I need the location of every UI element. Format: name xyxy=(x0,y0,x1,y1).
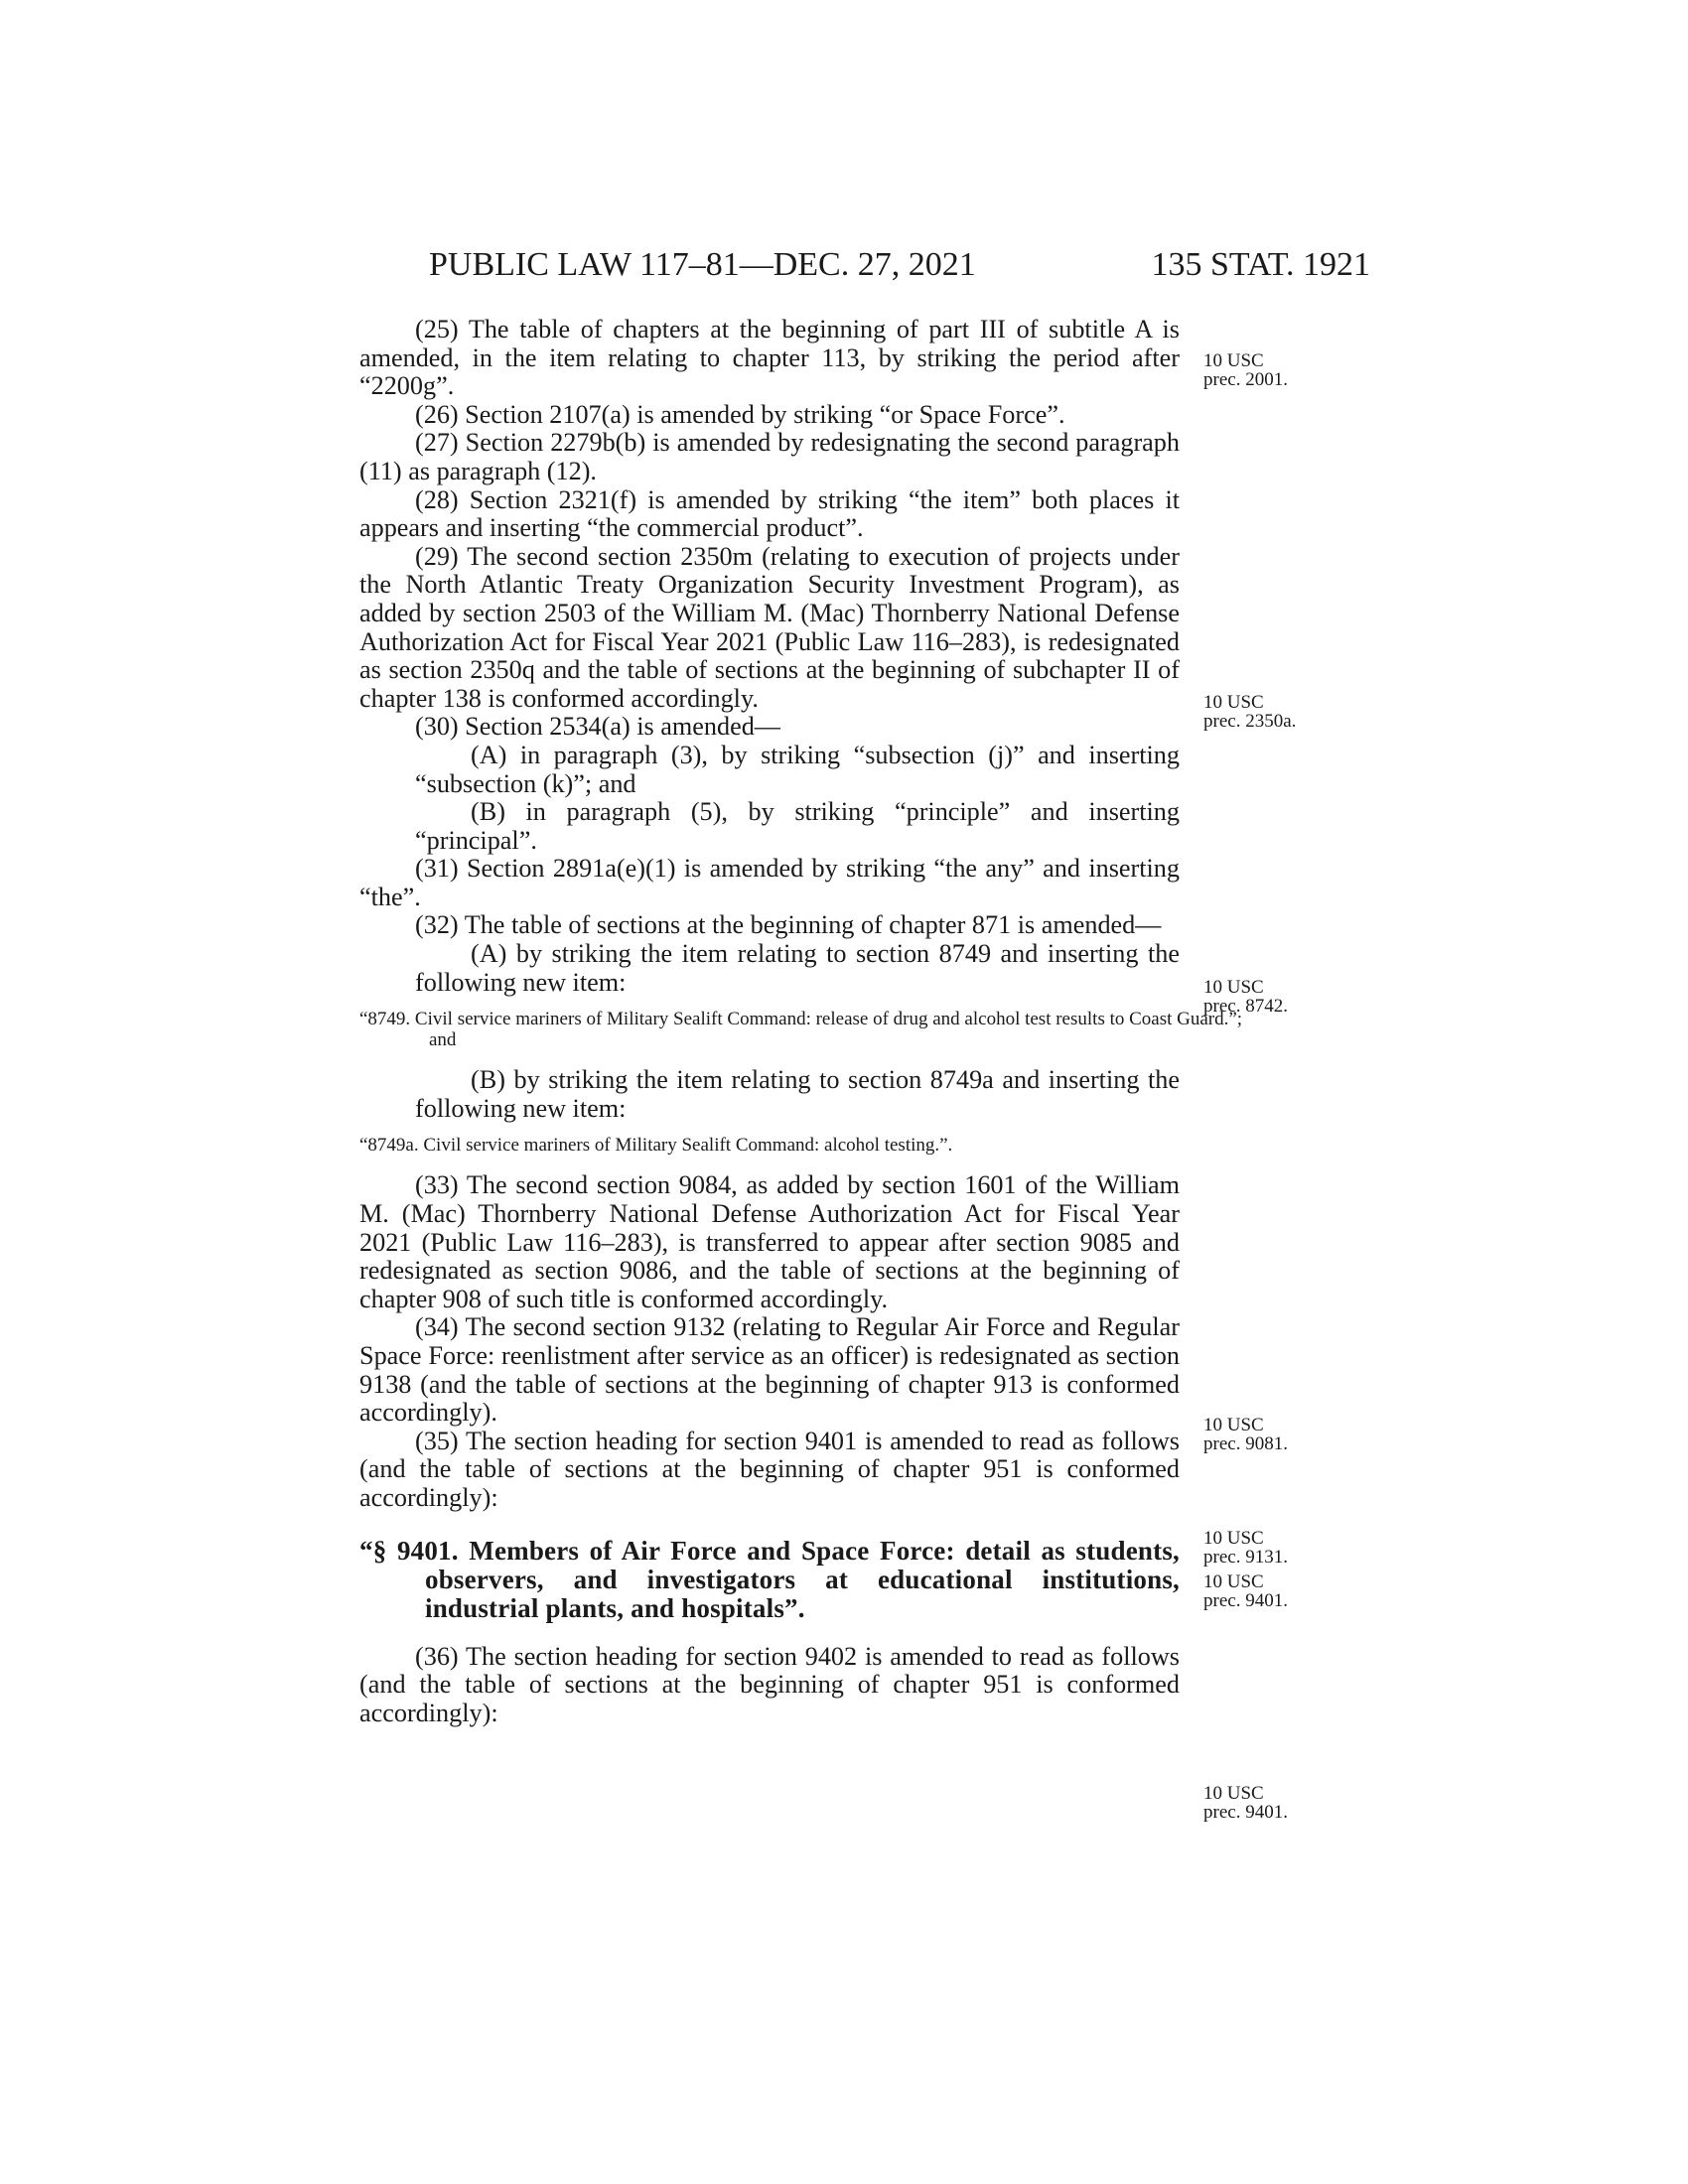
paragraph-33: (33) The second section 9084, as added by section 1601 of the William M. (Mac) Thornberry National Defense Authorization Act for Fiscal Year 2021 (Public Law 116–283), is transferred to appear after section 9085 and redesignated as section 9086, and the table of sections at the beginning of chapter 908 of such title is conformed accordingly. xyxy=(359,1170,1180,1313)
paragraph-30: (30) Section 2534(a) is amended— xyxy=(415,712,780,742)
section-heading-9401: “§ 9401. Members of Air Force and Space Force: detail as students, observers, and investigators at educational institutions, industrial plants, and hospitals”. xyxy=(359,1535,1180,1623)
paragraph-31: (31) Section 2891a(e)(1) is amended by striking “the any” and inserting “the”. xyxy=(359,854,1180,911)
paragraph-27: (27) Section 2279b(b) is amended by redesignating the second paragraph (11) as paragraph (12). xyxy=(359,428,1180,485)
margin-note-5: 10 USC prec. 9131. xyxy=(1203,1528,1288,1568)
paragraph-25: (25) The table of chapters at the beginning of part III of subtitle A is amended, in the item relating to chapter 113, by striking the period after “2200g”. xyxy=(359,315,1180,401)
paragraph-28: (28) Section 2321(f) is amended by striking “the item” both places it appears and inserting “the commercial product”. xyxy=(359,484,1180,543)
subparagraph-30b: (B) in paragraph (5), by striking “principle” and inserting “principal”. xyxy=(415,797,1180,855)
paragraph-32: (32) The table of sections at the beginning of chapter 871 is amended— xyxy=(415,910,1162,940)
subparagraph-32a: (A) by striking the item relating to section 8749 and inserting the following new item: xyxy=(415,939,1180,997)
statute-body xyxy=(359,315,1243,1727)
paragraph-35: (35) The section heading for section 9401 is amended to read as follows (and the table of sections at the beginning of chapter 951 is conformed accordingly): xyxy=(359,1426,1180,1512)
paragraph-34: (34) The second section 9132 (relating to Regular Air Force and Regular Space Force: reenlistment after service as an officer) is redesignated as section 9138 (and the table of sections at the beginning of chapter 913 is conformed accordingly). xyxy=(359,1312,1180,1428)
paragraph-26: (26) Section 2107(a) is amended by striking “or Space Force”. xyxy=(415,399,1065,429)
paragraph-36: (36) The section heading for section 9402 is amended to read as follows (and the table of sections at the beginning of chapter 951 is conformed accordingly): xyxy=(359,1641,1180,1727)
subparagraph-30a: (A) in paragraph (3), by striking “subsection (j)” and inserting “subsection (k)”; and xyxy=(415,740,1180,798)
margin-note-3: 10 USC prec. 8742. xyxy=(1203,977,1288,1017)
margin-note-1: 10 USC prec. 2001. xyxy=(1203,350,1288,390)
table-item-8749: “8749. Civil service mariners of Military Sealift Command: release of drug and alcohol test results to Coast Guard.”; and xyxy=(359,1009,1243,1051)
table-item-8749a: “8749a. Civil service mariners of Military Sealift Command: alcohol testing.”. xyxy=(359,1135,953,1157)
margin-note-7: 10 USC prec. 9401. xyxy=(1203,1783,1288,1823)
margin-note-2: 10 USC prec. 2350a. xyxy=(1203,692,1297,732)
subparagraph-32b: (B) by striking the item relating to section 8749a and inserting the following new item: xyxy=(415,1065,1180,1123)
running-header-title: PUBLIC LAW 117–81—DEC. 27, 2021 xyxy=(429,246,976,283)
paragraph-29: (29) The second section 2350m (relating to execution of projects under the North Atlantic Treaty Organization Security Investment Program), as added by section 2503 of the William M. (Mac) Thornberry National Defense Authorization Act for Fiscal Year 2021 (Public Law 116–283), is redesignated as section 2350q and the table of sections at the beginning of subchapter II of chapter 138 is conformed accordingly. xyxy=(359,541,1180,713)
margin-note-6: 10 USC prec. 9401. xyxy=(1203,1571,1288,1611)
margin-note-4: 10 USC prec. 9081. xyxy=(1203,1415,1288,1454)
running-header-page: 135 STAT. 1921 xyxy=(1151,246,1370,283)
